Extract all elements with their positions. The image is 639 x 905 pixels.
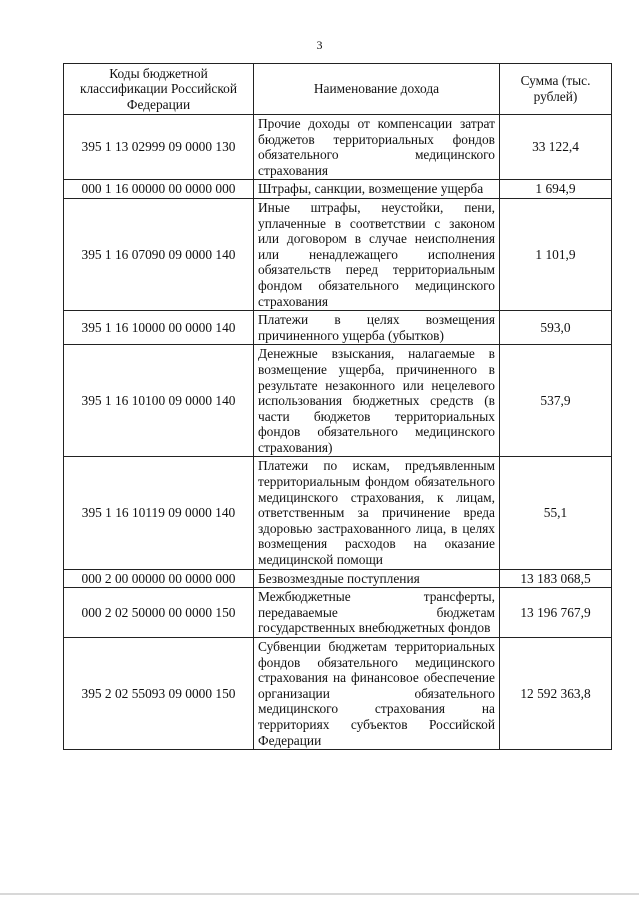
table-row [64, 457, 612, 569]
table-row [64, 569, 612, 588]
row-code: 395 1 16 10119 09 0000 140 [64, 457, 254, 569]
row-name: Штрафы, санкции, возмещение ущерба [254, 180, 500, 199]
table-header-row [64, 64, 612, 115]
row-code: 395 2 02 55093 09 0000 150 [64, 638, 254, 750]
row-name: Платежи по искам, предъявленным территориальным фондом обязательного медицинского страхования, к лицам, ответственным за причинение вреда здоровью застрахованного лица, в целях возмещения расходов на оказание медицинской помощи [254, 457, 500, 569]
row-amount: 593,0 [500, 311, 612, 345]
table-row [64, 180, 612, 199]
row-name: Денежные взыскания, налагаемые в возмещение ущерба, причиненного в результате незаконного или нецелевого использования бюджетных средств (в части бюджетов территориальных фондов обязательного медицинского страхования) [254, 345, 500, 457]
table-row [64, 588, 612, 638]
row-name: Прочие доходы от компенсации затрат бюджетов территориальных фондов обязательного медицинского страхования [254, 115, 500, 180]
row-amount: 13 196 767,9 [500, 588, 612, 638]
header-amount: Сумма (тыс. рублей) [500, 64, 612, 115]
table-row [64, 115, 612, 180]
table-row [64, 638, 612, 750]
row-code: 000 2 02 50000 00 0000 150 [64, 588, 254, 638]
row-name: Иные штрафы, неустойки, пени, уплаченные в соответствии с законом или договором в случае неисполнения или ненадлежащего исполнения обязательств перед территориальным фондом обязательного медицинского страхования [254, 198, 500, 310]
row-amount: 55,1 [500, 457, 612, 569]
row-code: 395 1 16 10100 09 0000 140 [64, 345, 254, 457]
table-row [64, 198, 612, 310]
header-code: Коды бюджетной классификации Российской Федерации [64, 64, 254, 115]
row-name: Субвенции бюджетам территориальных фондов обязательного медицинского страхования на финансовое обеспечение организации обязательного медицинского страхования на территориях субъектов Российской Федерации [254, 638, 500, 750]
scan-edge-divider [0, 893, 639, 895]
row-name: Платежи в целях возмещения причиненного ущерба (убытков) [254, 311, 500, 345]
budget-revenue-table [63, 63, 612, 750]
row-code: 395 1 16 07090 09 0000 140 [64, 198, 254, 310]
row-amount: 13 183 068,5 [500, 569, 612, 588]
row-code: 395 1 16 10000 00 0000 140 [64, 311, 254, 345]
row-code: 000 1 16 00000 00 0000 000 [64, 180, 254, 199]
row-code: 000 2 00 00000 00 0000 000 [64, 569, 254, 588]
row-amount: 537,9 [500, 345, 612, 457]
row-amount: 12 592 363,8 [500, 638, 612, 750]
row-amount: 1 101,9 [500, 198, 612, 310]
row-code: 395 1 13 02999 09 0000 130 [64, 115, 254, 180]
row-name: Безвозмездные поступления [254, 569, 500, 588]
row-amount: 1 694,9 [500, 180, 612, 199]
row-name: Межбюджетные трансферты, передаваемые бюджетам государственных внебюджетных фондов [254, 588, 500, 638]
table-row [64, 345, 612, 457]
header-name: Наименование дохода [254, 64, 500, 115]
page-number: 3 [316, 38, 323, 52]
row-amount: 33 122,4 [500, 115, 612, 180]
table-row [64, 311, 612, 345]
